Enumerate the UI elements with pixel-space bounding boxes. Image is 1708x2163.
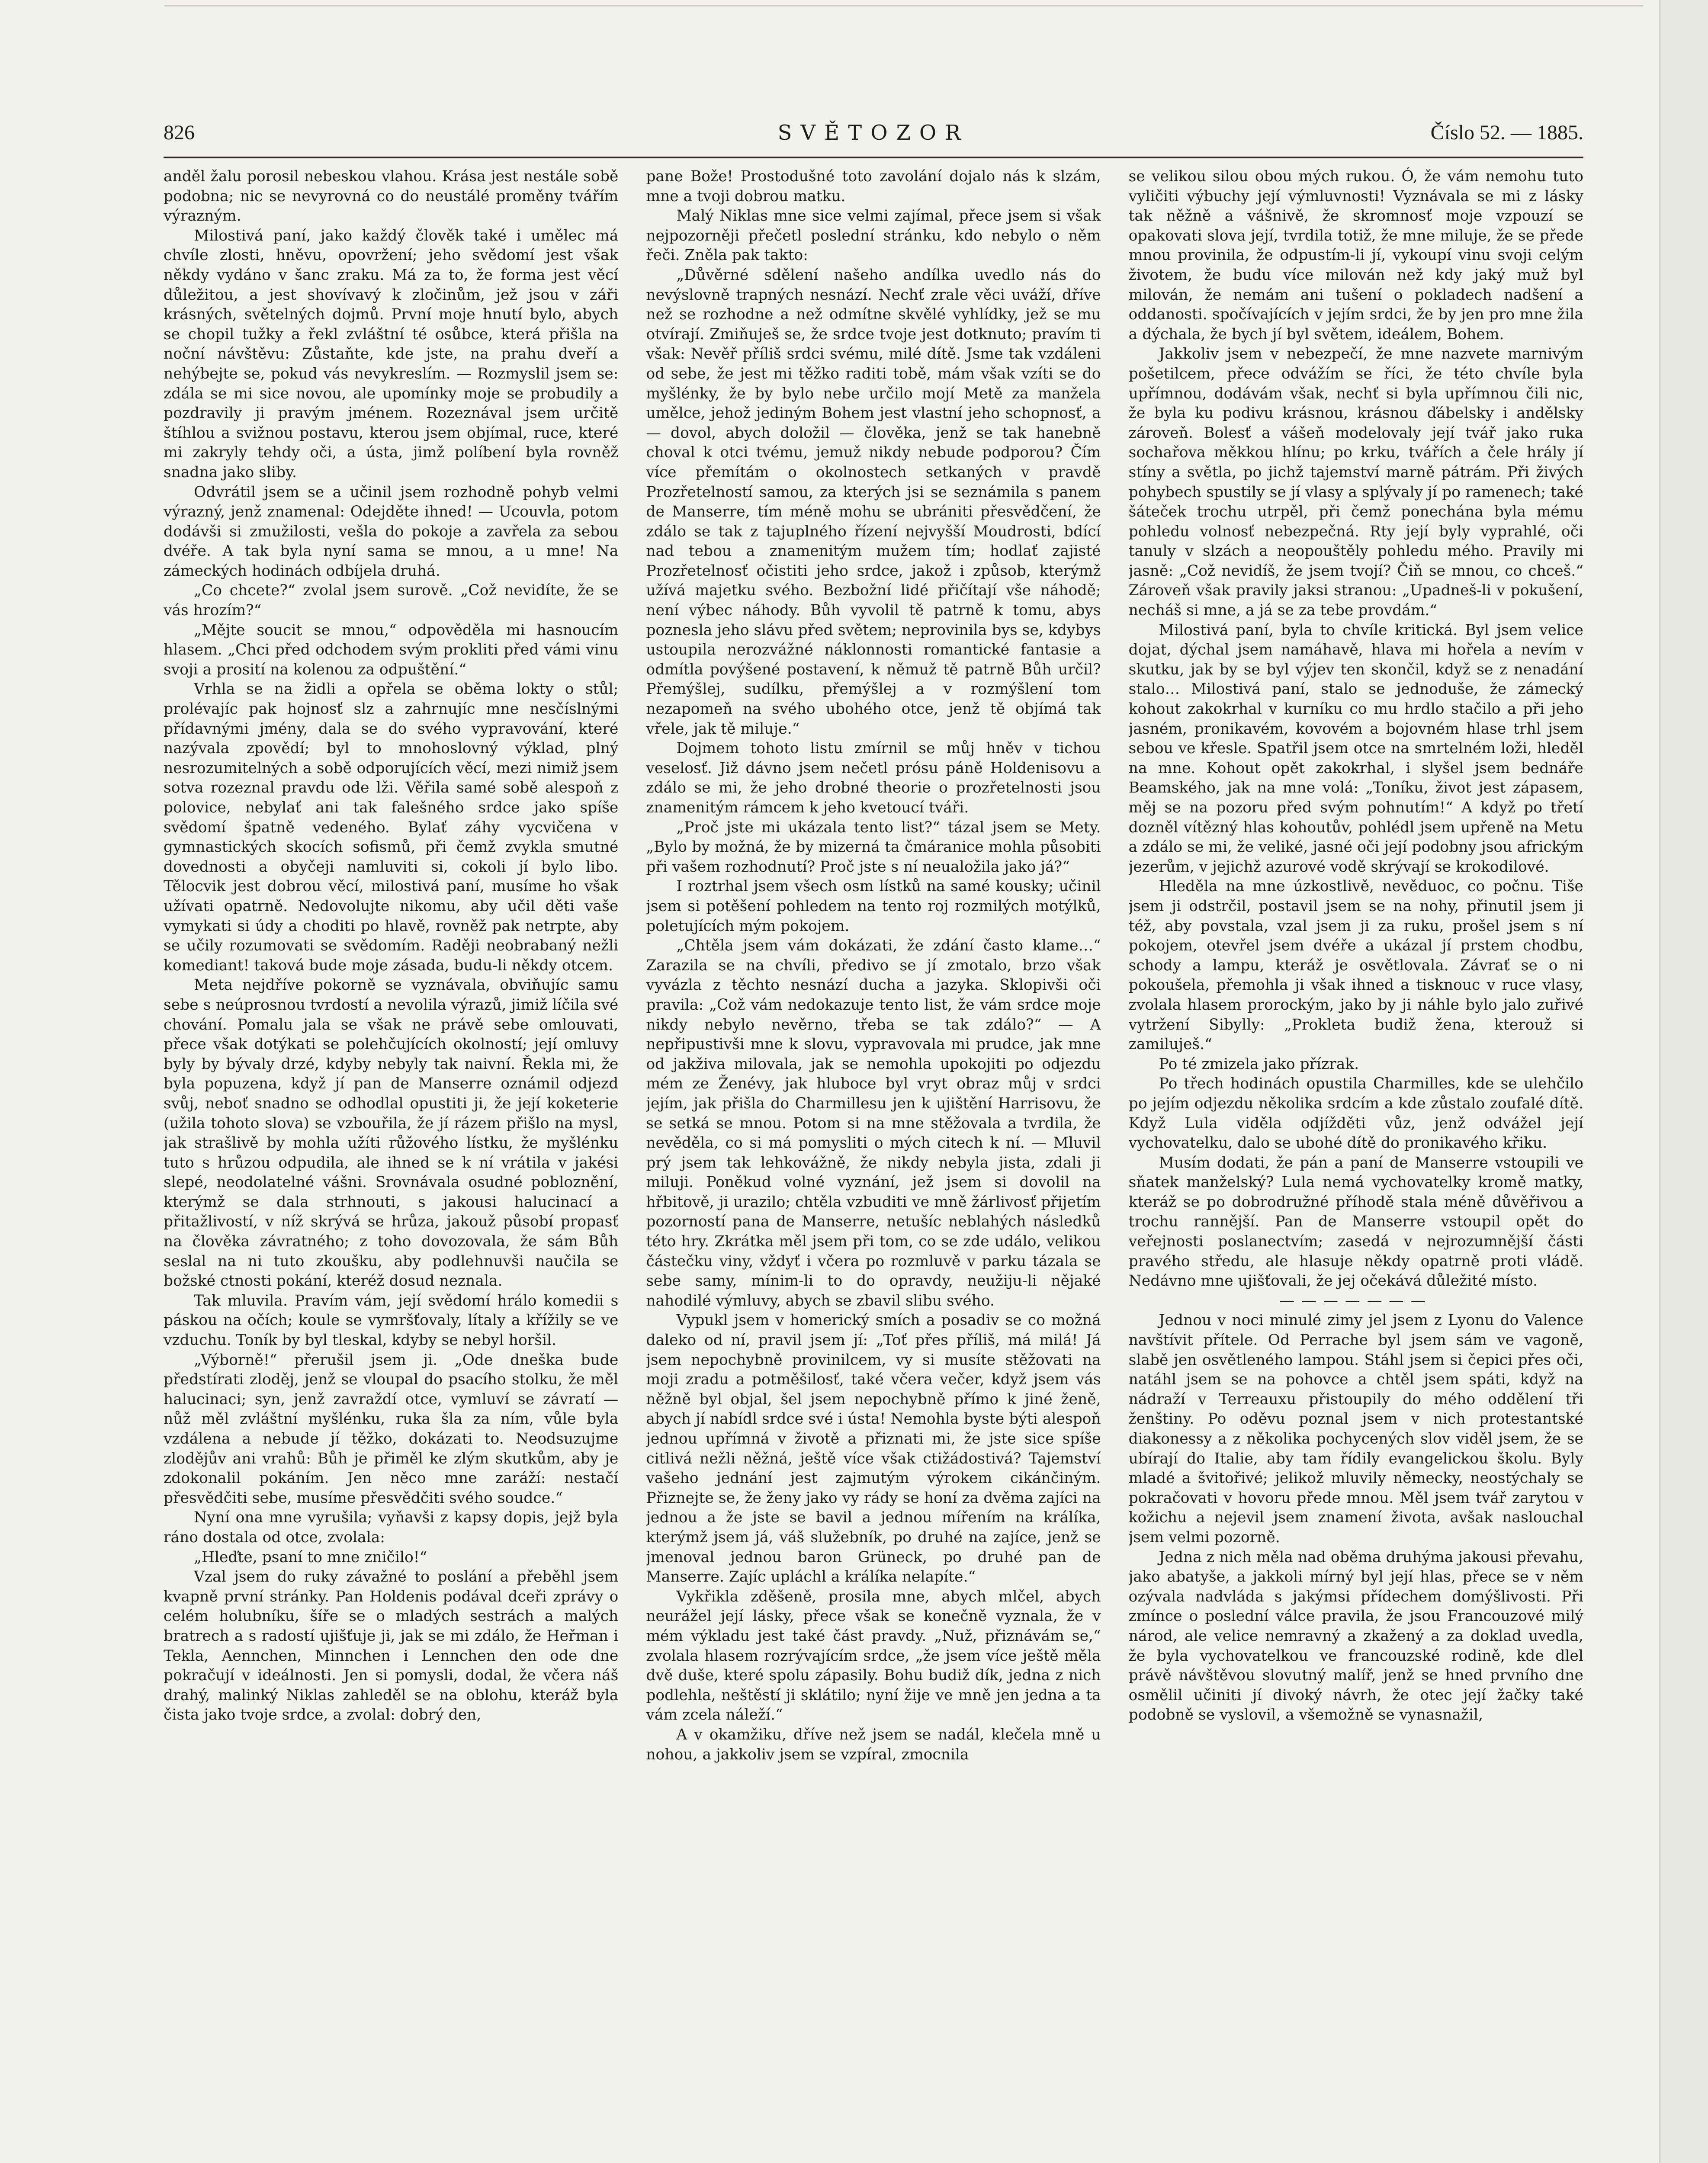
paragraph: Vykřikla zděšeně, prosila mne, abych mlčel, abych neurážel její lásky, přece však se konečně vyznala, že v mém výkladu jest také část pravdy. „Nuž, přiznávám se,“ zvolala hlasem rozrývajícím srdce, „že jsem více ještě měla dvě duše, které spolu zápasily. Bohu budiž dík, jedna z nich podlehla, neštěstí ji sklátilo; nyní žije ve mně jen jedna a ta vám zcela náleží.“ <box>646 1588 1101 1724</box>
paragraph: ——————— <box>1279 1292 1433 1309</box>
paragraph: Po třech hodinách opustila Charmilles, kde se ulehčilo po jejím odjezdu několika srdcím a kde zůstalo zoufalé dítě. Když Lula viděla odjížděti vůz, jenž odvážel její vychovatelku, dalo se ubohé dítě do pronikavého křiku. <box>1128 1075 1583 1152</box>
paragraph: anděl žalu porosil nebeskou vlahou. Krása jest nestále sobě podobna; nic se nevyrovná co do neustálé proměny tvářím výrazným. <box>164 168 619 225</box>
paragraph: „Hleďte, psaní to mne zničilo!“ <box>194 1548 427 1566</box>
scan-page-edge <box>1659 0 1708 2163</box>
paragraph: Milostivá paní, jako každý člověk také i umělec má chvíle zlosti, hněvu, opovržení; jeho svědomí jest však někdy vydáno v šanc zraku. Má za to, že forma jest věcí důležitou, a jest shovívavý k zločinům, jež jsou v záři krásných, světelných dojmů. První moje hnutí bylo, abych se chopil tužky a řekl zvláštní té osůbce, která přišla na noční návštěvu: Zůstaňte, kde jste, na prahu dveří a nehýbejte se, pokud vás nevykreslím. — Rozmyslil jsem se: zdála se mi sice novou, ale upomínky moje se probudily a pozdravily ji pravým jménem. Rozeznával jsem určitě štíhlou a svižnou postavu, kterou jsem objímal, ruce, které mi zakryly tehdy oči, a ústa, jimž políbení byla rovněž snadna jako sliby. <box>164 227 619 481</box>
paragraph: Meta nejdříve pokorně se vyznávala, obviňujíc samu sebe s neúprosnou tvrdostí a nevolila výrazů, jimiž líčila své chování. Pomalu jala se však ne právě sebe omlouvati, přece však dotýkati se polehčujících okolností; její omluvy byly by bývaly drzé, kdyby nebyly tak naivní. Řekla mi, že byla popuzena, když jí pan de Manserre oznámil odjezd svůj, neboť snadno se odhodlal opustiti ji, že její koketerie (užila tohoto slova) se vzbouřila, že jí rázem přišlo na mysl, jak strašlivě by mohla užíti růžového lístku, že myšlénku tuto s hrůzou odpudila, ale ihned se k ní vrátila v jakési slepé, neodolatelné vášni. Srovnávala osudné pobloznění, kterýmž se dala strhnouti, s jakousi halucinací a přitažlivostí, v níž skrývá se hrůza, jakouž působí propasť na člověka závratného; z toho dovozovala, že sám Bůh seslal na ni tuto zkoušku, aby podlehnuvši naučila se božské ctnosti pokání, kteréž dosud neznala. <box>164 976 619 1290</box>
issue-label: Číslo 52. — 1885. <box>1430 121 1583 144</box>
paragraph: Malý Niklas mne sice velmi zajímal, přece jsem si však nejpozorněji přečetl poslední stránku, kdo nebylo o něm řeči. Zněla pak takto: <box>646 207 1101 264</box>
paragraph: Jednou v noci minulé zimy jel jsem z Lyonu do Valence navštívit přítele. Od Perrache byl jsem sám ve vagoně, slabě jen osvětleného lampou. Stáhl jsem si čepici přes oči, natáhl jsem se na pohovce a chtěl jsem spáti, když na nádraží v Terreauxu přistoupily do mého oddělení tři ženštiny. Po oděvu poznal jsem v nich protestantské diakonessy a z několika pochycených slov viděl jsem, že se ubírají do Italie, aby tam řídily evangelickou školu. Byly mladé a švitořivé; jelikož mluvily německy, neostýchaly se pokračovati v hovoru předе mnou. Měl jsem tvář zarytou v kožichu a nejevil jsem znamení života, avšak naslouchal jsem velmi pozorně. <box>1128 1312 1583 1546</box>
article-body <box>164 167 1583 2163</box>
page-header <box>164 118 1583 148</box>
paragraph: Dojmem tohoto listu zmírnil se můj hněv v tichou veselosť. Již dávno jsem nečetl prósu páně Holdenisovu a zdálo se mi, že jeho drobné theorie o prozřetelnosti jsou znamenitým rámcem k jeho kvetoucí tváři. <box>646 740 1101 816</box>
paragraph: Odvrátil jsem se a učinil jsem rozhodně pohyb velmi výrazný, jenž znamenal: Odejděte ihned! — Ucouvla, potom dodávši si zmužilosti, vešla do pokoje a zavřela za sebou dvéře. A tak byla nyní sama se mnou, a u mne! Na zámeckých hodinách odbíjela druhá. <box>164 483 619 580</box>
paragraph: Vypukl jsem v homerický smích a posadiv se co možná daleko od ní, pravil jsem jí: „Toť přes příliš, má milá! Já jsem nepochybně provinilcem, vy si musíte stěžovati na moji zradu a potměšilosť, také včera večer, když jsem vás něžně byl objal, šel jsem nepochybně přímo k jiné ženě, abych jí nabídl srdce své i ústa! Nemohla byste býti alespoň jednou upřímná v životě a přiznati mi, že jste sice spíše citlivá nežli něžná, ještě více však ctižádostivá? Tajemství vašeho jednání jest zajmutým výrokem cikánčiným. Přiznejte se, že ženy jako vy rády se honí za dvěma zajíci na jednou a že jste se bavil a jednou mířením na králíka, kterýmž jsem já, váš služebník, po druhé na zajíce, jenž se jmenoval jednou baron Grüneck, po druhé pan de Manserre. Zajíc upláchl a králíka nelapíte.“ <box>646 1312 1101 1586</box>
paragraph: Jedna z nich měla nad oběma druhýma jakousi převahu, jako abatyše, a jakkoli mírný byl její hlas, přece se v něm ozývala nadvláda s jakýmsi přídechem domýšlivosti. Při zmínce o poslední válce pravila, že jsou Francouzové milý národ, ale velice nemravný a zkažený a za doklad uvedla, že byla vychovatelkou ve francouzské rodině, kde dlel právě návštěvou slovutný malíř, jenž se hned prvního dne osmělil učiniti jí divoký návrh, že otec její žačky také podobně se vyslovil, a všemožně se vynasnažil, <box>1128 1548 1583 1724</box>
paragraph: Hleděla na mne úzkostlivě, nevěduoc, co počnu. Tiše jsem ji odstrčil, postavil jsem se na nohy, přinutil jsem ji též, aby povstala, vzal jsem ji za ruku, prošel jsem s ní pokojem, otevřel jsem dvéře a ukázal jí prstem chodbu, schody a lampu, kteráž je osvětlovala. Závrať se o ni pokoušela, přemohla ji však ihned a tisknouc v ruce vlasy, zvolala hlasem prorockým, jako by ji náhle bylo jalo zuřivé vytržení Sibylly: „Prokleta budiž žena, kterouž si zamiluješ.“ <box>1128 878 1583 1053</box>
paragraph: „Mějte soucit se mnou,“ odpověděla mi hasnoucím hlasem. „Chci před odchodem svým prokliti před vámi vinu svoji a prosití na kolenou za odpuštění.“ <box>164 621 619 678</box>
paragraph: „Co chcete?“ zvolal jsem surově. „Což nevidíte, že se vás hrozím?“ <box>164 582 619 619</box>
paragraph: Nyní ona mne vyrušila; vyňavši z kapsy dopis, jejž byla ráno dostala od otce, zvolala: <box>164 1509 619 1546</box>
paragraph: „Chtěla jsem vám dokázati, že zdání často klame…“ Zarazila se na chvíli, předivo se jí zmotalo, brzo však vyvázla z těchto nesnází ducha a jazyka. Sklopivši oči pravila: „Což vám nedokazuje tento list, že vám srdce moje nikdy nebylo nevěrno, třeba se tak zdálo?“ — A nepřipustivši mne k slovu, vypravovala mi prudce, jak mne od jakživa milovala, jak se nemohla upokojiti po odjezdu mém ze Ženévy, jak hluboce byl vryt obraz můj v srdci jejím, jak přišla do Charmillesu jen k ujištění Harrisovu, že se setká se mnou. Potom si na mne stěžovala a tvrdila, že nevěděla, co si má pomysliti o mých citech k ní. — Mluvil prý jsem tak lehkovážně, že nikdy nebyla jista, zdali ji miluji. Poněkud volné vyznání, jež jsem si dovolil na hřbitově, ji urazilo; chtěla vzbuditi ve mně žárlivosť přijetím pozorností pana de Manserre, netušíc neblahých následků této hry. Zkrátka měl jsem při tom, co se zde událo, velikou částečku viny, vždyť i včera po rozmluvě v parku tázala se sebe samy, mínim-li to do opravdy, neužiju-li nějaké nahodilé výmluvy, abych se zbavil slibu svého. <box>646 937 1101 1309</box>
paragraph: I roztrhal jsem všech osm lístků na samé kousky; učinil jsem si potěšení pohledem na tento roj rozmilých motýlků, poletujících mým pokojem. <box>646 878 1101 935</box>
page-number: 826 <box>164 121 195 144</box>
paragraph: Po té zmizela jako přízrak. <box>1159 1055 1359 1073</box>
paragraph: „Proč jste mi ukázala tento list?“ tázal jsem se Mety. „Bylo by možná, že by mizerná ta čmáranice mohla působiti při vašem rozhodnutí? Proč jste s ní neualožila jako já?“ <box>646 818 1101 876</box>
paragraph: Musím dodati, že pán a paní de Manserre vstoupili ve sňatek manželský? Lula nemá vychovatelky kromě matky, kteráž se po dobrodružné příhodě stala méně důvěřivou a trochu rannější. Pan de Manserre vstoupil opět do veřejnosti poslanectvím; zasedá v nejrozumnější části pravého středu, ale hlasuje někdy opatrně proti vládě. Nedávno mne ujišťovali, že jej očekává důležité místo. <box>1128 1154 1583 1290</box>
paragraph: pane Bože! Prostodušné toto zavolání dojalo nás k slzám, mne a tvoji dobrou matku. <box>646 168 1101 205</box>
column-3 <box>1129 167 1583 2163</box>
top-edge-rule <box>164 5 1643 6</box>
paragraph: Vzal jsem do ruky závažné to poslání a přeběhl jsem kvapně první stránky. Pan Holdenis podával dceři zprávy o celém holubníku, šíře se o mladých sestrách a malých bratrech a s radostí ujišťuje ji, jak se mi zdálo, že Heřman i Tekla, Aennchen, Minnchen i Lennchen den ode dne pokračují v ideálnosti. Jen si pomysli, dodal, že včera náš drahý, malinký Niklas zahleděl se na oblohu, kteráž byla čista jako tvoje srdce, a zvolal: dobrý den, <box>164 1568 619 1724</box>
paragraph: se velikou silou obou mých rukou. Ó, že vám nemohu tuto vyličiti výbuchy její výmluvnosti! Vyznávala se mi z lásky tak něžně a vášnivě, že skromnosť moje vzpouzí se opakovati slova její, tvrdila totiž, že mne miluje, že se předе mnou provinila, že odpustím-li jí, vykoupí vinu svoji celým životem, že budu více milován než kdy jaký muž byl milován, že nemám ani tušení o pokladech nadšení a oddanosti. spočívajících v jejím srdci, že by jen pro mne žila a dýchala, že bych jí byl světem, ideálem, Bohem. <box>1128 168 1583 343</box>
paragraph: Jakkoliv jsem v nebezpečí, že mne nazvete marnivým pošetilcem, přece odvážím se říci, že této chvíle byla upřímnou, dodávám však, nechť si byla upřímnou čili nic, že byla ku podivu krásnou, krásnou ďábelsky i andělsky zároveň. Bolesť a vášeň modelovaly její tvář jako ruka sochařova měkkou hlínu; po krku, tvářích a čele hrály jí stíny a světla, po jichž tajemství marně pátrám. Při živých pohybech spustily se jí vlasy a splývaly jí po ramenech; také šáteček trochu utrpěl, při čemž ponechána byla mému pohledu volnosť nebezpečná. Rty její byly vyprahlé, oči tanuly v slzách a neopouštěly pohledu mého. Pravily mi jasně: „Což nevidíš, že jsem tvojí? Čiň se mnou, co chceš.“ Zároveň však pravily jaksi stranou: „Upadneš-li v pokušení, necháš si mne, a já se za tebe provdám.“ <box>1128 345 1583 619</box>
paragraph: „Důvěrné sdělení našeho andílka uvedlo nás do nevýslovně trapných nesnází. Nechť zrale věci uváží, dříve než se rozhodne a než odmítne skvělé vyhlídky, jež se mu otvírají. Zmiňuješ se, že srdce tvoje jest dotknuto; pravím ti však: Nevěř příliš srdci svému, milé dítě. Jsme tak vzdáleni od sebe, že jest mi těžko raditi tobě, mám však vzíti se do myšlénky, že by bylo nebe určilo mojí Metě za manžela umělce, jehož jediným Bohem jest vlastní jeho schopnosť, a — dovol, abych doložil — člověka, jenž se tak hanebně choval k otci tvému, jemuž nikdy nebude podporou? Čím více přemítám o okolnostech setkaných v pravdě Prozřetelností samou, za kterých jsi se seznámila s panem de Manserre, tím méně mohu se ubrániti přesvědčení, že zdálo se tak z tajuplného řízení nejvyšší Moudrosti, bdící nad tebou a znamenitým mužem tím; hodlať zajisté Prozřetelnosť očistiti jeho srdce, jakož i způsob, kterýmž užívá majetku svého. Bezbožní lidé přičítají vše náhodě; není výbec náhody. Bůh vyvolil tě patrně k tomu, abys poznesla jeho slávu před světem; neprovinila bys se, kdybys ustoupila nerozvážné náklonnosti romantické fantasie a odmítla povýšené postavení, k němuž tě patrně Bůh určil? Přemýšlej, sudílku, přemýšlej a v rozmýšlení tom nezapomeň na svého ubohého otce, jenž tě objímá tak vřele, jak tě miluje.“ <box>646 266 1101 738</box>
column-1 <box>164 167 618 2163</box>
paragraph: Milostivá paní, byla to chvíle kritická. Byl jsem velice dojat, dýchal jsem namáhavě, hlava mi hořela a nevím v skutku, jak by se byl výjev ten skončil, když se z nenadání stalo… Milostivá paní, stalo se jednoduše, že zámecký kohout zakokrhal v kurníku co mu hrdlo stačilo a při jeho jasném, pronikavém, kovovém a bojovném hlase trhl jsem sebou ve křesle. Spatřil jsem otce na smrtelném loži, hleděl na mne. Kohout opět zakokrhal, i slyšel jsem bednáře Beamského, jak na mne volá: „Toníku, život jest zápasem, měj se na pozoru před svým pohnutím!“ A když po třetí dozněl vítězný hlas kohoutův, pohlédl jsem upřeně na Metu a zdálo se mi, že veliké, jasné oči její podobny jsou africkým jezerům, v jejichž azurové vodě skrývají se krokodilové. <box>1128 621 1583 876</box>
column-2 <box>646 167 1101 2163</box>
paragraph: A v okamžiku, dříve než jsem se nadál, klečela mně u nohou, a jakkoliv jsem se vzpíral, zmocnila <box>646 1726 1101 1763</box>
paragraph: Vrhla se na židli a opřela se oběma lokty o stůl; prolévajíc pak hojnosť slz a zahrnujíc mne nesčíslnými přídavnými jmény, dala se do svého vypravování, které nazývala zpovědí; byl to mnohoslovný výklad, plný nesrozumitelných a sobě odporujících věcí, mezi nimiž jsem sotva rozeznal pravdu ode lži. Věřila samé sobě alespoň z polovice, nebylať ani tak falešného srdce jako spíše svědomí špatně vedeného. Bylať záhy vycvičena v gymnastických skocích sofismů, při čemž zvykla smutné dovednosti a obyčeji namluviti si, cokoli jí bylo libo. Tělocvik jest dobrou věcí, milostivá paní, musíme ho však užívati opatrně. Nedovolujte nikomu, aby učil děti vaše vymykati si údy a choditi po hlavě, rovněž pak netrpte, aby se učily rozumovati se svědomím. Raději neobrabaný nežli komediant! taková bude moje zásada, budu-li někdy otcem. <box>164 680 619 974</box>
header-rule <box>164 157 1583 158</box>
paragraph: Tak mluvila. Pravím vám, její svědomí hrálo komedii s páskou na očích; koule se vymršťovaly, lítaly a křížily se ve vzduchu. Toník by byl tleskal, kdyby se nebyl horšil. <box>164 1292 619 1349</box>
journal-title: SVĚTOZOR <box>777 121 970 145</box>
paragraph: „Výborně!“ přerušil jsem ji. „Ode dneška bude předstírati zloděj, jenž se vloupal do psacího stolku, že měl halucinaci; syn, jenž zavraždí otce, vymluví se závratí — nůž měl zvláštní myšlénku, ruka šla za ním, vůle byla vzdálena a nebude jí těžko, dokázati to. Neodsuzujme zlodějův ani vrahů: Bůh je přiměl ke zlým skutkům, aby je zdokonalil pokáním. Jen něco mne zaráží: nestačí přesvědčiti sebe, musíme přesvědčiti svého soudce.“ <box>164 1351 619 1507</box>
